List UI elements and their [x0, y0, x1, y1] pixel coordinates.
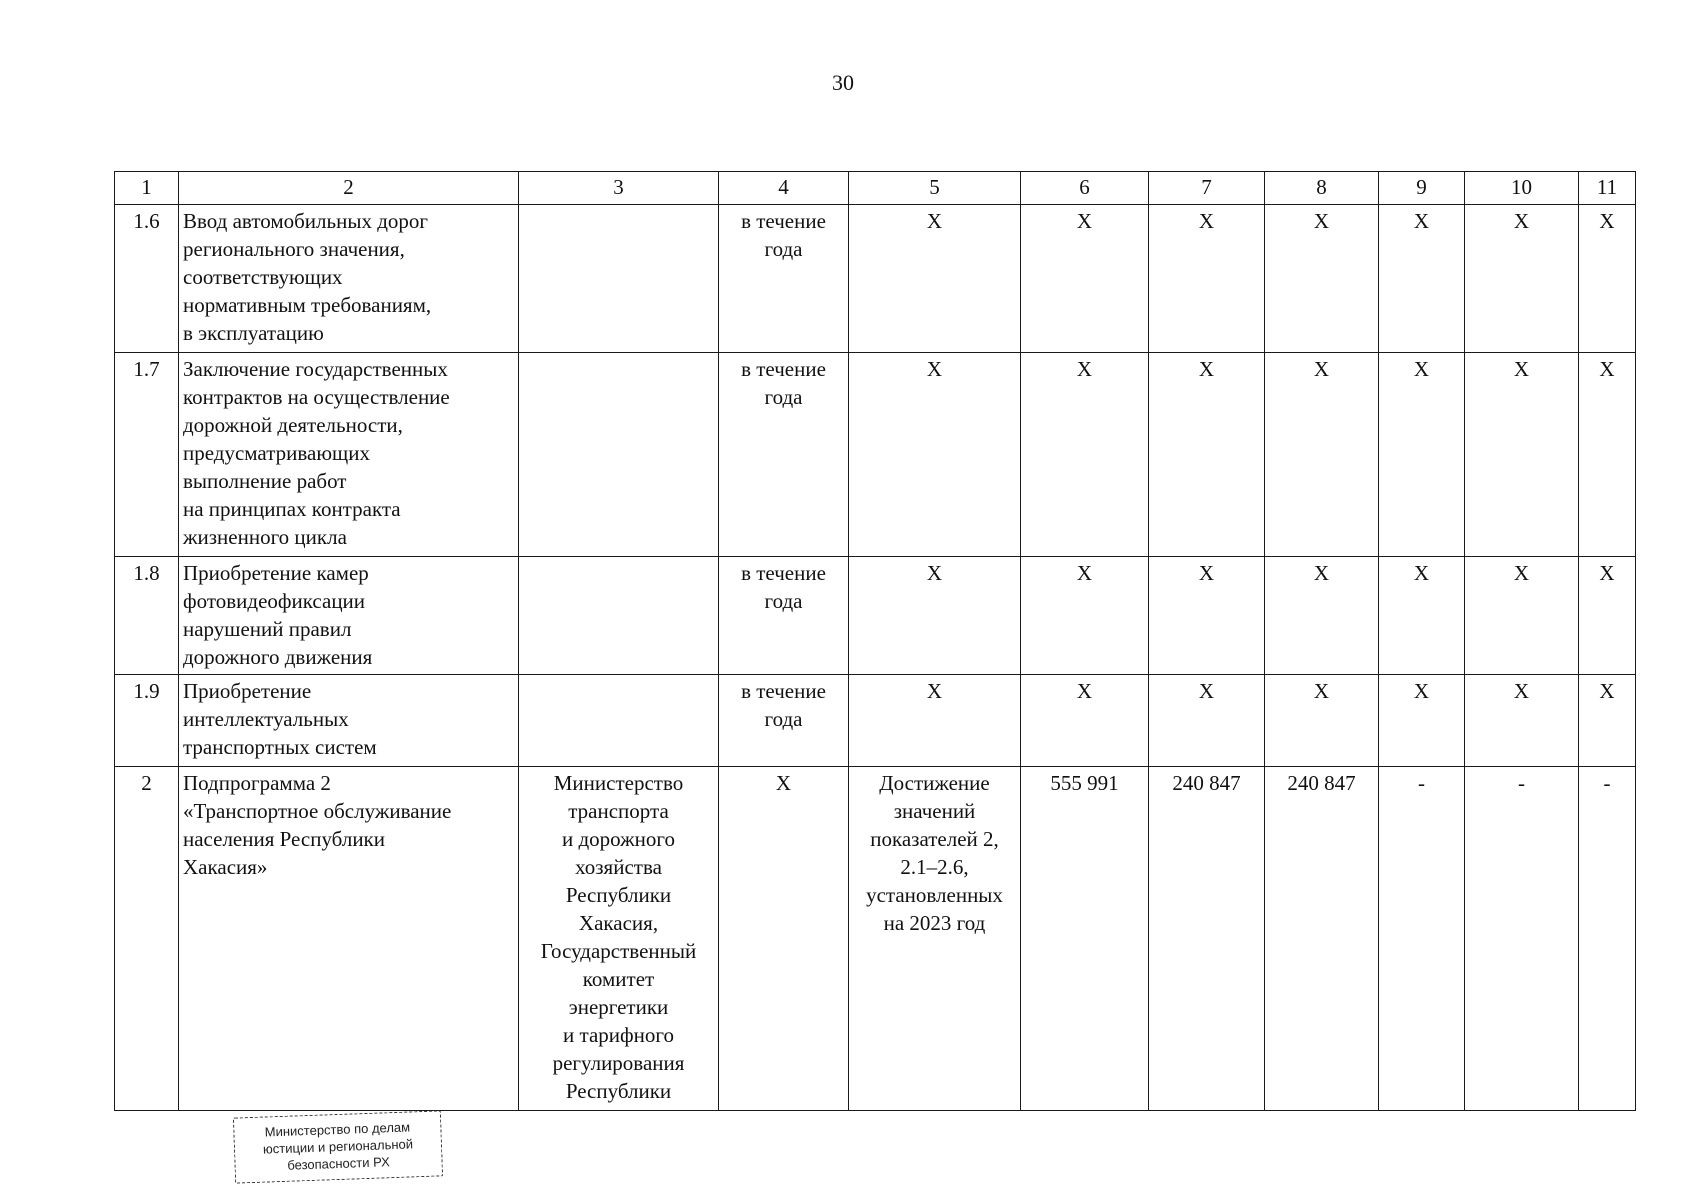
row-value-v9: Х — [1379, 205, 1465, 353]
table-header-row — [115, 172, 1636, 205]
cell-line: показателей 2, — [870, 827, 999, 851]
row-value-v10: Х — [1465, 205, 1579, 353]
row-number: 2 — [115, 767, 179, 1111]
row-value-v11: - — [1579, 767, 1636, 1111]
cell-line: выполнение работ — [183, 469, 347, 493]
row-value-v6: Х — [1021, 353, 1149, 557]
cell-line: Хакасия» — [183, 855, 268, 879]
table-row — [115, 205, 1636, 353]
row-value-v8: Х — [1265, 353, 1379, 557]
cell-line: Заключение государственных — [183, 357, 448, 381]
cell-line: в течение — [741, 357, 826, 381]
document-table — [114, 171, 1636, 1111]
page-number: 30 — [832, 70, 854, 95]
cell-line: соответствующих — [183, 265, 343, 289]
cell-line: населения Республики — [183, 827, 385, 851]
cell-line: года — [764, 385, 803, 409]
cell-line: контрактов на осуществление — [183, 385, 450, 409]
cell-line: на 2023 год — [883, 911, 986, 935]
header-cell: 4 — [719, 172, 849, 205]
row-value-v10: - — [1465, 767, 1579, 1111]
cell-line: года — [764, 707, 803, 731]
row-value-v10: Х — [1465, 353, 1579, 557]
row-executor — [519, 557, 719, 675]
row-number: 1.6 — [115, 205, 179, 353]
table-row — [115, 767, 1636, 1111]
cell-line: Республики — [565, 883, 672, 907]
row-value-v10: Х — [1465, 557, 1579, 675]
cell-line: года — [764, 237, 803, 261]
row-value-v9: - — [1379, 767, 1465, 1111]
row-value-v7: Х — [1149, 353, 1265, 557]
row-value-v7: Х — [1149, 205, 1265, 353]
header-cell: 7 — [1149, 172, 1265, 205]
cell-line: Приобретение камер — [183, 561, 369, 585]
row-number: 1.9 — [115, 675, 179, 767]
cell-line: нарушений правил — [183, 617, 352, 641]
header-cell: 8 — [1265, 172, 1379, 205]
cell-line: в течение — [741, 679, 826, 703]
cell-line: в течение — [741, 561, 826, 585]
row-value-v10: Х — [1465, 675, 1579, 767]
cell-line: Государственный — [540, 939, 697, 963]
table-row — [115, 675, 1636, 767]
cell-line: транспортных систем — [183, 735, 377, 759]
cell-line: Ввод автомобильных дорог — [183, 209, 428, 233]
table-body — [115, 172, 1636, 1111]
stamp-line: Министерство по делам — [264, 1119, 411, 1140]
row-term — [719, 557, 849, 675]
cell-line: и тарифного — [563, 1023, 674, 1047]
row-value-v6: Х — [1021, 557, 1149, 675]
registration-stamp — [233, 1110, 443, 1183]
row-term — [719, 767, 849, 1111]
cell-line: 2.1–2.6, — [900, 855, 969, 879]
cell-line: Х — [926, 679, 943, 703]
row-executor — [519, 767, 719, 1111]
row-term — [719, 353, 849, 557]
cell-line: регионального значения, — [183, 237, 405, 261]
cell-line: хозяйства — [575, 855, 662, 879]
cell-line: нормативным требованиям, — [183, 293, 432, 317]
header-cell: 11 — [1579, 172, 1636, 205]
row-term — [719, 675, 849, 767]
cell-line: в течение — [741, 209, 826, 233]
row-result — [849, 675, 1021, 767]
row-value-v11: Х — [1579, 353, 1636, 557]
row-value-v6: Х — [1021, 205, 1149, 353]
cell-line: Х — [775, 771, 792, 795]
stamp-line: юстиции и региональной — [262, 1136, 414, 1157]
row-number: 1.7 — [115, 353, 179, 557]
cell-line: и дорожного — [562, 827, 675, 851]
row-value-v11: Х — [1579, 675, 1636, 767]
header-cell: 3 — [519, 172, 719, 205]
cell-line: года — [764, 589, 803, 613]
cell-line: Приобретение — [183, 679, 312, 703]
cell-line: Х — [926, 209, 943, 233]
row-value-v9: Х — [1379, 675, 1465, 767]
header-cell: 9 — [1379, 172, 1465, 205]
header-cell: 2 — [179, 172, 519, 205]
cell-line: на принципах контракта — [183, 497, 401, 521]
row-value-v8: Х — [1265, 205, 1379, 353]
row-term — [719, 205, 849, 353]
header-cell: 10 — [1465, 172, 1579, 205]
cell-line: регулирования — [552, 1051, 685, 1075]
cell-line: значений — [893, 799, 976, 823]
cell-line: предусматривающих — [183, 441, 370, 465]
row-name — [179, 353, 519, 557]
row-executor — [519, 675, 719, 767]
cell-line: Министерство — [553, 771, 684, 795]
row-value-v7: Х — [1149, 557, 1265, 675]
row-number: 1.8 — [115, 557, 179, 675]
cell-line: Республики — [565, 1079, 672, 1103]
cell-line: комитет — [582, 967, 655, 991]
row-executor — [519, 205, 719, 353]
row-result — [849, 353, 1021, 557]
cell-line: транспорта — [568, 799, 669, 823]
row-value-v6: Х — [1021, 675, 1149, 767]
row-value-v7: 240 847 — [1149, 767, 1265, 1111]
row-result — [849, 205, 1021, 353]
row-executor — [519, 353, 719, 557]
cell-line: фотовидеофиксации — [183, 589, 366, 613]
cell-line: установленных — [866, 883, 1003, 907]
cell-line: дорожного движения — [183, 645, 373, 669]
cell-line: жизненного цикла — [183, 525, 347, 549]
row-value-v8: Х — [1265, 557, 1379, 675]
row-value-v8: Х — [1265, 675, 1379, 767]
row-value-v8: 240 847 — [1265, 767, 1379, 1111]
header-cell: 6 — [1021, 172, 1149, 205]
row-value-v7: Х — [1149, 675, 1265, 767]
table-row — [115, 557, 1636, 675]
row-value-v9: Х — [1379, 557, 1465, 675]
row-value-v6: 555 991 — [1021, 767, 1149, 1111]
row-result — [849, 767, 1021, 1111]
header-cell: 1 — [115, 172, 179, 205]
row-value-v11: Х — [1579, 205, 1636, 353]
row-name — [179, 205, 519, 353]
cell-line: Подпрограмма 2 — [183, 771, 331, 795]
header-cell: 5 — [849, 172, 1021, 205]
cell-line: «Транспортное обслуживание — [183, 799, 452, 823]
cell-line: Достижение — [879, 771, 990, 795]
row-result — [849, 557, 1021, 675]
stamp-line: безопасности РХ — [287, 1154, 391, 1173]
cell-line: в эксплуатацию — [183, 321, 324, 345]
row-name — [179, 767, 519, 1111]
row-value-v9: Х — [1379, 353, 1465, 557]
cell-line: дорожной деятельности, — [183, 413, 403, 437]
row-value-v11: Х — [1579, 557, 1636, 675]
cell-line: Х — [926, 357, 943, 381]
cell-line: интеллектуальных — [183, 707, 349, 731]
row-name — [179, 557, 519, 675]
cell-line: Хакасия, — [578, 911, 659, 935]
table-row — [115, 353, 1636, 557]
cell-line: Х — [926, 561, 943, 585]
cell-line: энергетики — [568, 995, 669, 1019]
row-name — [179, 675, 519, 767]
